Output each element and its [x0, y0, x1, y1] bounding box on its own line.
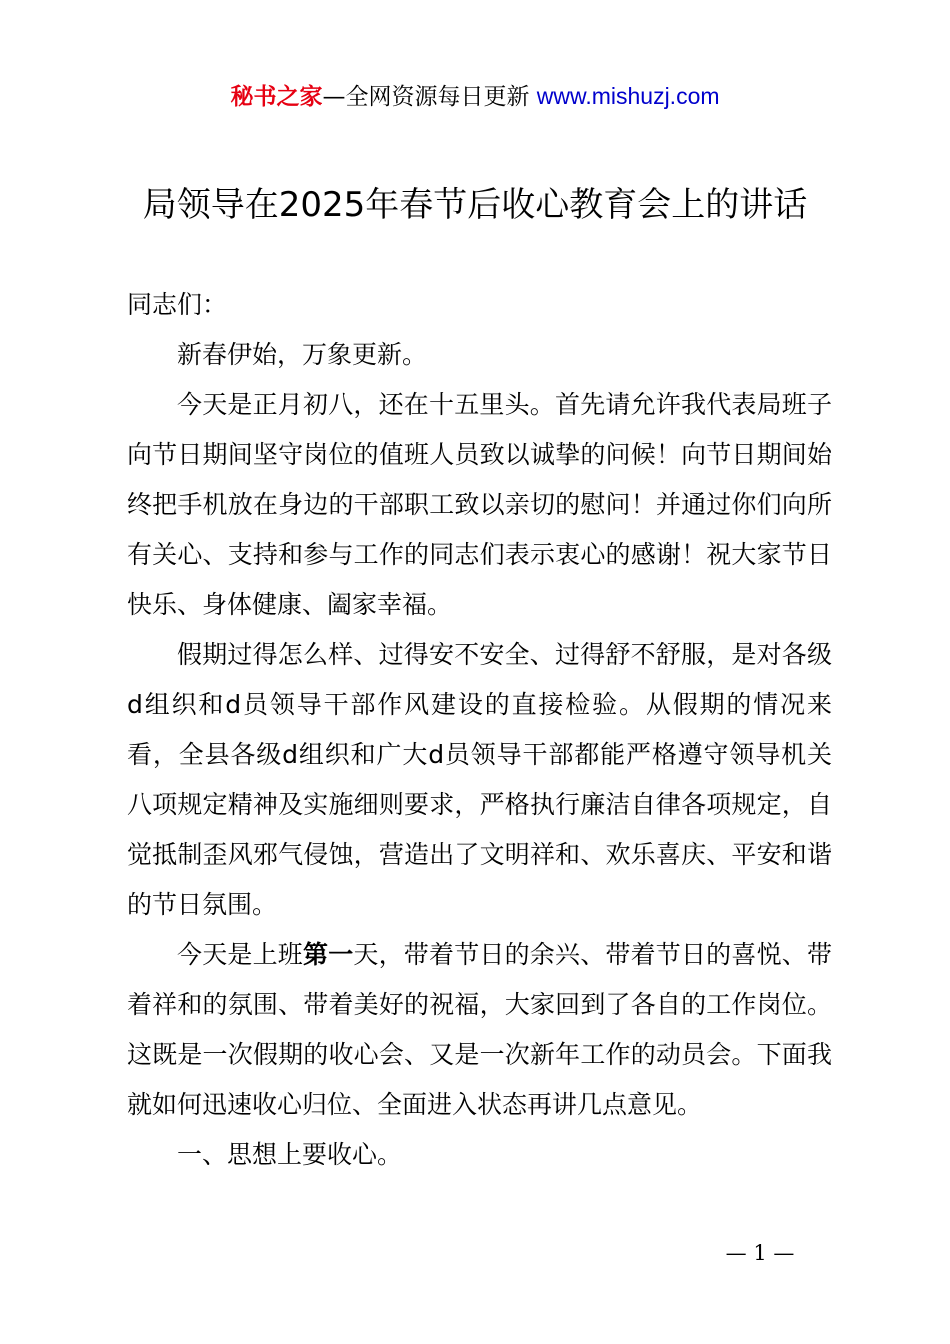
site-url-link[interactable]: www.mishuzj.com — [536, 83, 720, 109]
site-header — [0, 80, 950, 113]
paragraph-text: 天，带着节日的余兴、带着节日的喜悦、带着祥和的氛围、带着美好的祝福，大家回到了各自的工作岗位。这既是一次假期的收心会、又是一次新年工作的动员会。下面我就如何迅速收心归位、全面进入状态再讲几点意见。 — [127, 940, 832, 1119]
page-number: — 1 — — [725, 1241, 795, 1265]
document-body — [127, 280, 832, 1180]
salutation: 同志们： — [127, 290, 228, 319]
paragraph: 新春伊始，万象更新。 — [177, 340, 428, 369]
paragraph: 今天是正月初八，还在十五里头。首先请允许我代表局班子向节日期间坚守岗位的值班人员致以诚挚的问候！向节日期间始终把手机放在身边的干部职工致以亲切的慰问！并通过你们向所有关心、支持和参与工作的同志们表示衷心的感谢！祝大家节日快乐、身体健康、阖家幸福。 — [127, 390, 832, 619]
site-tagline: —全网资源每日更新 — [322, 84, 530, 110]
paragraph-first-day — [127, 930, 832, 1130]
bold-text: 第一 — [303, 940, 354, 969]
site-brand: 秘书之家 — [230, 84, 323, 110]
paragraph: 假期过得怎么样、过得安不安全、过得舒不舒服，是对各级d组织和d员领导干部作风建设的直接检验。从假期的情况来看，全县各级d组织和广大d员领导干部都能严格遵守领导机关八项规定精神及实施细则要求，严格执行廉洁自律各项规定，自觉抵制歪风邪气侵蚀，营造出了文明祥和、欢乐喜庆、平安和谐的节日氛围。 — [127, 640, 832, 919]
document-title: 局领导在2025年春节后收心教育会上的讲话 — [142, 185, 808, 225]
section-heading: 一、思想上要收心。 — [177, 1140, 403, 1169]
paragraph-text: 今天是上班 — [177, 940, 303, 969]
